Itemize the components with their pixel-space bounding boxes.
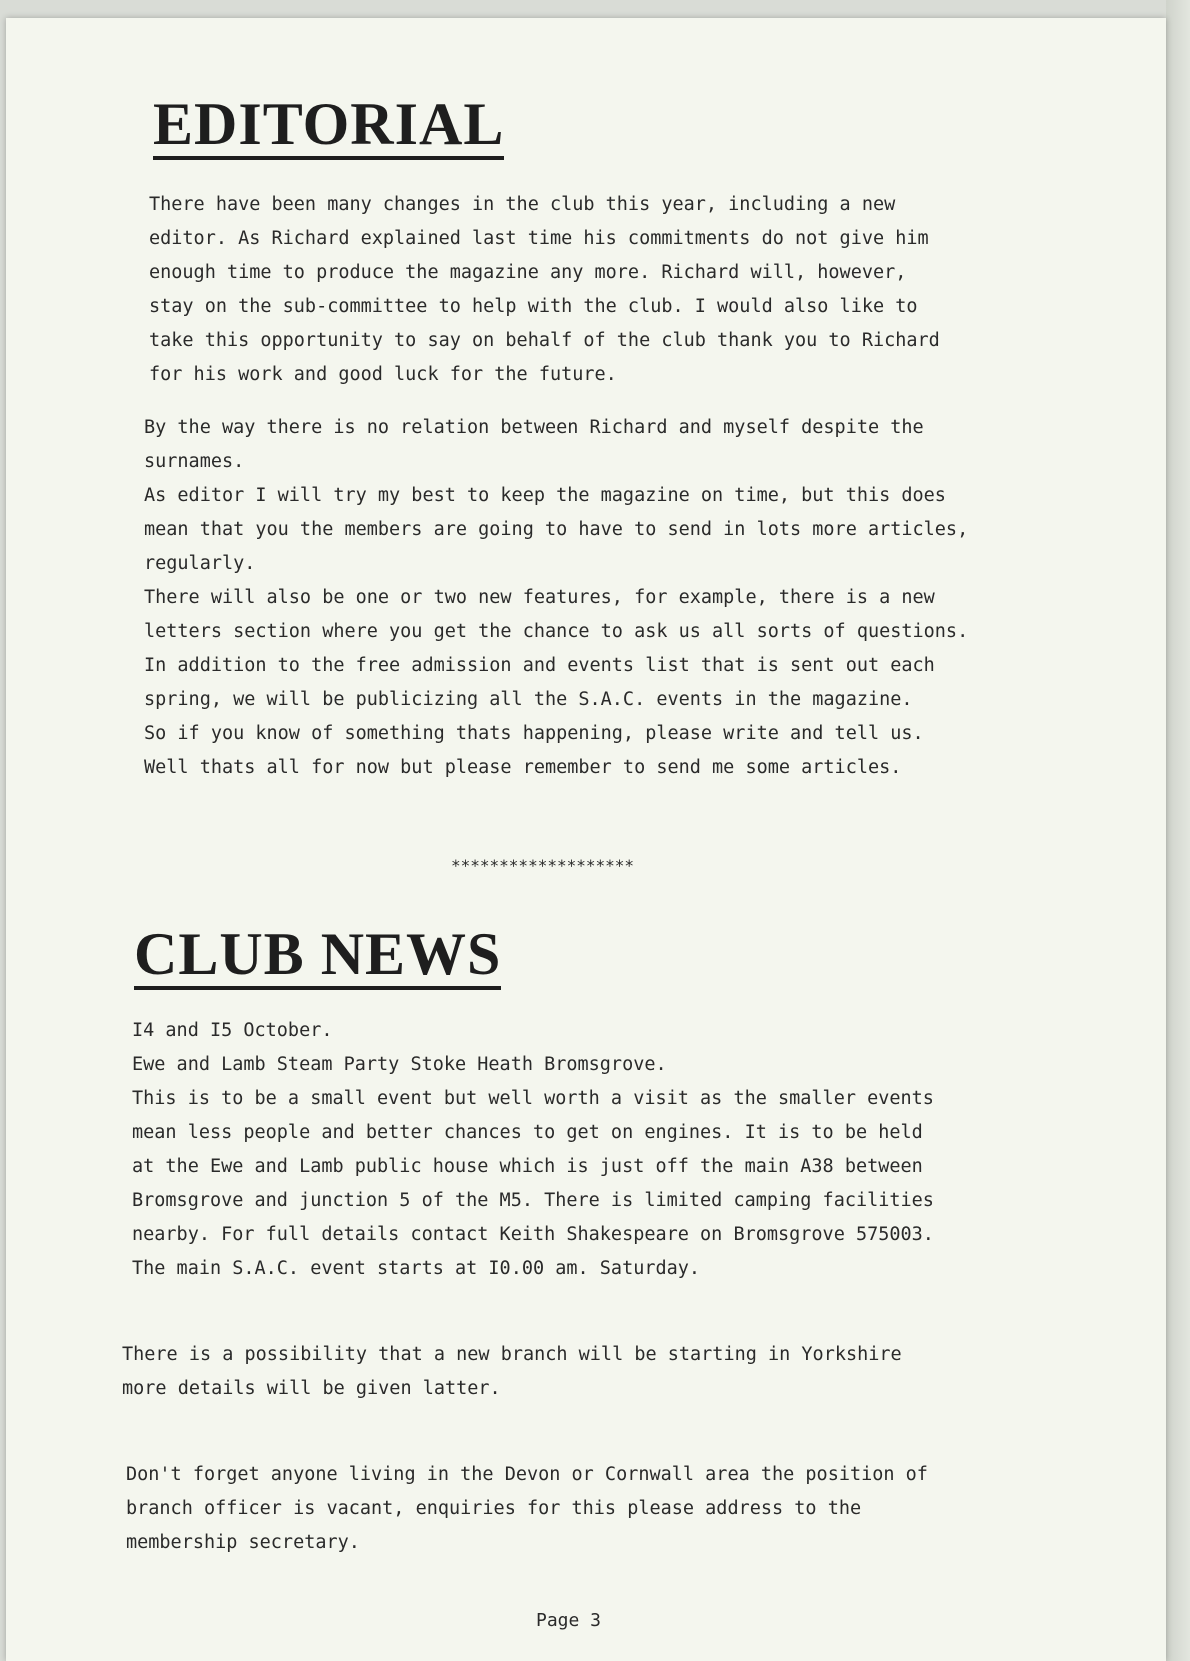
text-line: more details will be given latter. <box>122 1378 501 1399</box>
text-line: take this opportunity to say on behalf of the club thank you to Richard <box>149 330 940 351</box>
text-line: at the Ewe and Lamb public house which is just off the main A38 between <box>132 1156 923 1177</box>
text-line: mean that you the members are going to have to send in lots more articles, <box>144 519 969 540</box>
club-news-paragraph-1 <box>132 1014 934 1286</box>
text-line: enough time to produce the magazine any more. Richard will, however, <box>149 262 907 283</box>
section-separator: ******************* <box>451 856 635 875</box>
text-line: So if you know of something thats happening, please write and tell us. <box>144 723 924 744</box>
text-line: letters section where you get the chance to ask us all sorts of questions. <box>144 621 969 642</box>
text-line: Bromsgrove and junction 5 of the M5. There is limited camping facilities <box>132 1190 934 1211</box>
text-line: I4 and I5 October. <box>132 1020 333 1041</box>
page-number: Page 3 <box>536 1610 602 1631</box>
text-line: branch officer is vacant, enquiries for this please address to the <box>126 1498 862 1519</box>
text-line: There will also be one or two new features, for example, there is a new <box>144 587 935 608</box>
text-line: There is a possibility that a new branch will be starting in Yorkshire <box>122 1344 902 1365</box>
text-line: Ewe and Lamb Steam Party Stoke Heath Bromsgrove. <box>132 1054 667 1075</box>
text-line: mean less people and better chances to get on engines. It is to be held <box>132 1122 923 1143</box>
text-line: membership secretary. <box>126 1532 360 1553</box>
text-line: Well thats all for now but please remember to send me some articles. <box>144 757 902 778</box>
text-line: There have been many changes in the club this year, including a new <box>149 194 896 215</box>
club-news-paragraph-3 <box>126 1458 928 1560</box>
editorial-paragraph-2 <box>144 411 968 785</box>
text-line: The main S.A.C. event starts at I0.00 am. Saturday. <box>132 1258 701 1279</box>
text-line: stay on the sub-committee to help with the club. I would also like to <box>149 296 918 317</box>
club-news-heading: CLUB NEWS <box>134 924 501 990</box>
text-line: editor. As Richard explained last time his commitments do not give him <box>149 228 929 249</box>
club-news-paragraph-2 <box>122 1338 902 1406</box>
editorial-heading: EDITORIAL <box>153 94 504 160</box>
text-line: for his work and good luck for the future. <box>149 364 617 385</box>
text-line: spring, we will be publicizing all the S.A.C. events in the magazine. <box>144 689 913 710</box>
text-line: surnames. <box>144 451 245 472</box>
text-line: This is to be a small event but well worth a visit as the smaller events <box>132 1088 934 1109</box>
text-line: In addition to the free admission and events list that is sent out each <box>144 655 935 676</box>
text-line: nearby. For full details contact Keith Shakespeare on Bromsgrove 575003. <box>132 1224 934 1245</box>
text-line: Don't forget anyone living in the Devon or Cornwall area the position of <box>126 1464 928 1485</box>
text-line: As editor I will try my best to keep the magazine on time, but this does <box>144 485 946 506</box>
page-edge <box>1166 0 1190 1661</box>
text-line: regularly. <box>144 553 256 574</box>
editorial-paragraph-1 <box>149 188 940 392</box>
magazine-page <box>6 18 1166 1661</box>
text-line: By the way there is no relation between Richard and myself despite the <box>144 417 924 438</box>
